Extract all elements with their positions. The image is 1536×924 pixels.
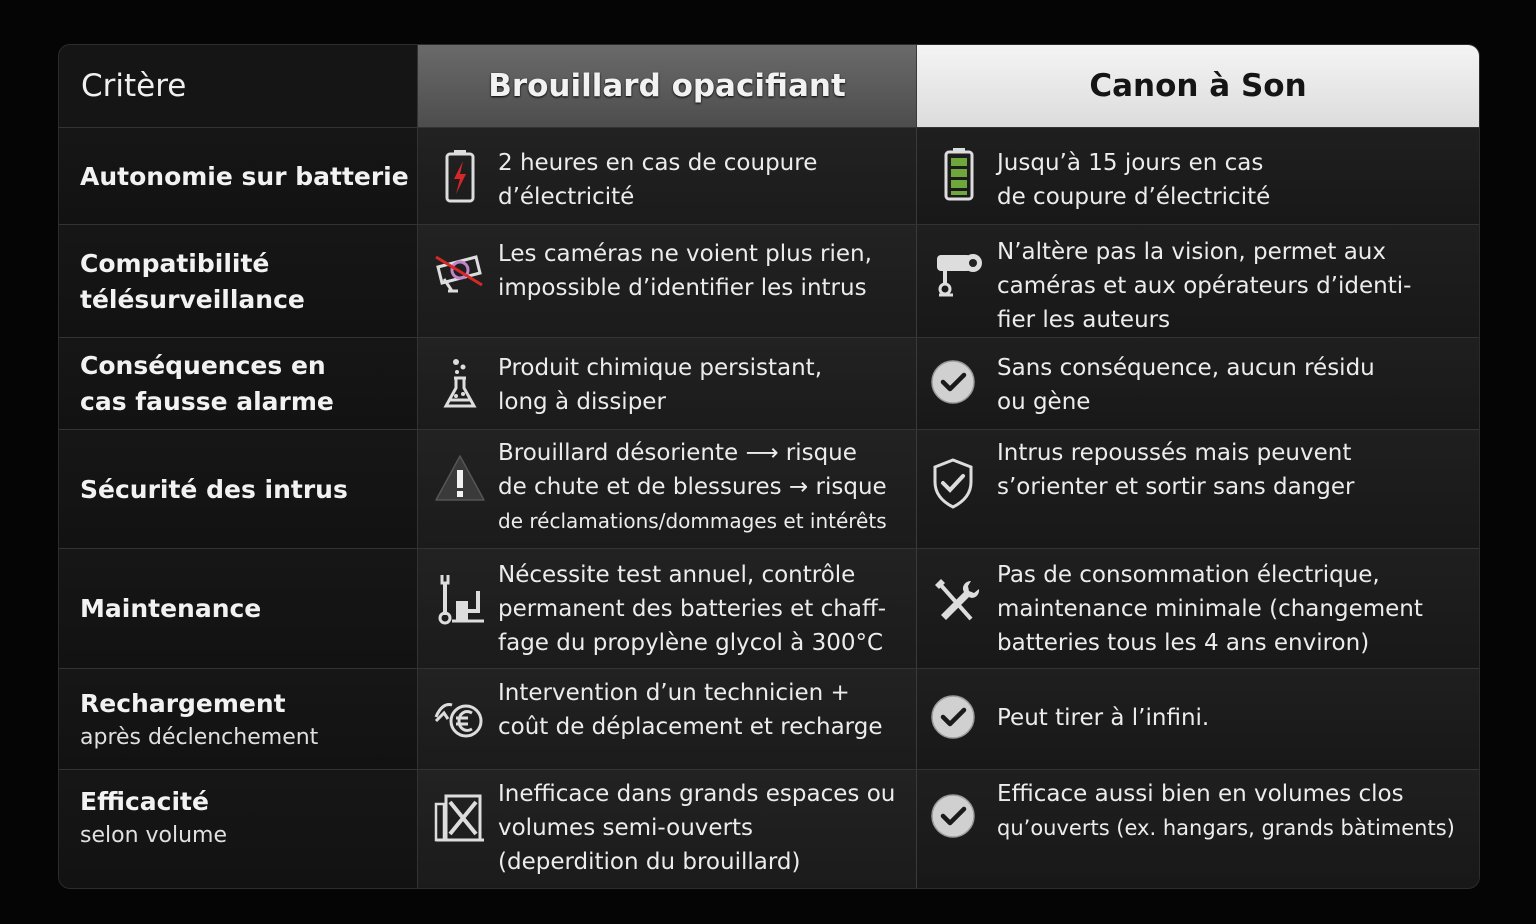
- fog-text-line: long à dissiper: [498, 389, 666, 415]
- sound-text-line: de coupure d’électricité: [997, 184, 1271, 210]
- sound-text-line: Intrus repoussés mais peuvent: [997, 440, 1352, 466]
- check-icon: [931, 691, 987, 747]
- fog-text-line: 2 heures en cas de coupure: [498, 150, 818, 176]
- chemical-flask-icon: [432, 356, 488, 412]
- fog-text-line: d’électricité: [498, 184, 635, 210]
- fog-text-line: coût de déplacement et recharge: [498, 714, 883, 740]
- criterion-sublabel: selon volume: [80, 823, 228, 848]
- sound-text-line: maintenance minimale (changement: [997, 596, 1423, 622]
- criterion-sublabel: après déclenchement: [80, 724, 319, 750]
- sound-text-line: batteries tous les 4 ans environ): [997, 630, 1370, 656]
- sound-text-line: Pas de consommation électrique,: [997, 562, 1380, 588]
- table-header-row: [59, 45, 1479, 127]
- comparison-table: [58, 44, 1480, 889]
- sound-text-line: Sans conséquence, aucun résidu: [997, 355, 1375, 381]
- sound-text-line: s’orienter et sortir sans danger: [997, 474, 1355, 500]
- building-cross-icon: [432, 790, 488, 846]
- fog-text-line: Intervention d’un technicien +: [498, 680, 850, 706]
- fog-text-line: (deperdition du brouillard): [498, 849, 801, 875]
- sound-text-line: N’altère pas la vision, permet aux: [997, 239, 1386, 265]
- battery-low-icon: [432, 148, 488, 204]
- fog-text-line: fage du propylène glycol à 300°C: [498, 630, 884, 656]
- check-icon: [931, 790, 987, 846]
- wrench-pipe-icon: [432, 571, 488, 627]
- sound-text-line: caméras et aux opérateurs d’identi-: [997, 273, 1412, 299]
- tools-icon: [931, 575, 987, 631]
- table-row-battery: [59, 127, 1479, 225]
- sound-text-line: Efficace aussi bien en volumes clos: [997, 781, 1404, 807]
- criterion-label: Autonomie sur batterie: [80, 161, 409, 191]
- criterion-label: Sécurité des intrus: [80, 474, 348, 504]
- warning-icon: [432, 450, 488, 506]
- fog-text-line: Nécessite test annuel, contrôle: [498, 562, 856, 588]
- fog-text-line: de réclamations/dommages et intérêts: [498, 509, 887, 533]
- check-icon: [931, 356, 987, 412]
- fog-text-line: Inefficace dans grands espaces ou: [498, 781, 896, 807]
- sound-text-line: fier les auteurs: [997, 307, 1171, 333]
- criterion-label: Maintenance: [80, 594, 262, 623]
- header-fog: Brouillard opacifiant: [488, 68, 846, 104]
- battery-full-icon: [931, 146, 987, 202]
- table-row-maintenance: [59, 548, 1479, 669]
- fog-text-line: volumes semi-ouverts: [498, 815, 754, 841]
- camera-blocked-icon: [432, 243, 488, 299]
- criterion-label: Compatibilité télésurveillance: [80, 248, 305, 314]
- sound-text-line: Peut tirer à l’infini.: [997, 705, 1210, 731]
- sound-text-line: qu’ouverts (ex. hangars, grands bàtiments): [997, 816, 1455, 840]
- fog-text-line: permanent des batteries et chaff-: [498, 596, 887, 622]
- table-row-false-alarm: [59, 337, 1479, 430]
- table-row-efficiency: [59, 769, 1479, 889]
- security-camera-icon: [931, 243, 987, 299]
- table-row-recharge: [59, 668, 1479, 770]
- fog-text-line: impossible d’identifier les intrus: [498, 275, 867, 301]
- fog-text-line: Brouillard désoriente ⟶ risque: [498, 440, 857, 466]
- header-sound-cannon: Canon à Son: [1089, 68, 1307, 104]
- table-row-intruder-safety: [59, 429, 1479, 549]
- fog-text-line: Produit chimique persistant,: [498, 355, 823, 381]
- fog-text-line: de chute et de blessures → risque: [498, 474, 887, 500]
- criterion-label: Rechargement: [80, 688, 286, 718]
- euro-cost-icon: [432, 691, 488, 747]
- table-row-cctv: [59, 224, 1479, 338]
- criterion-label: Efficacité: [80, 787, 209, 816]
- header-criterion: Critère: [81, 68, 187, 104]
- sound-text-line: Jusqu’à 15 jours en cas: [997, 150, 1264, 176]
- criterion-label: Conséquences en cas fausse alarme: [80, 351, 334, 416]
- shield-check-icon: [931, 456, 987, 512]
- fog-text-line: Les caméras ne voient plus rien,: [498, 241, 872, 267]
- sound-text-line: ou gène: [997, 389, 1091, 415]
